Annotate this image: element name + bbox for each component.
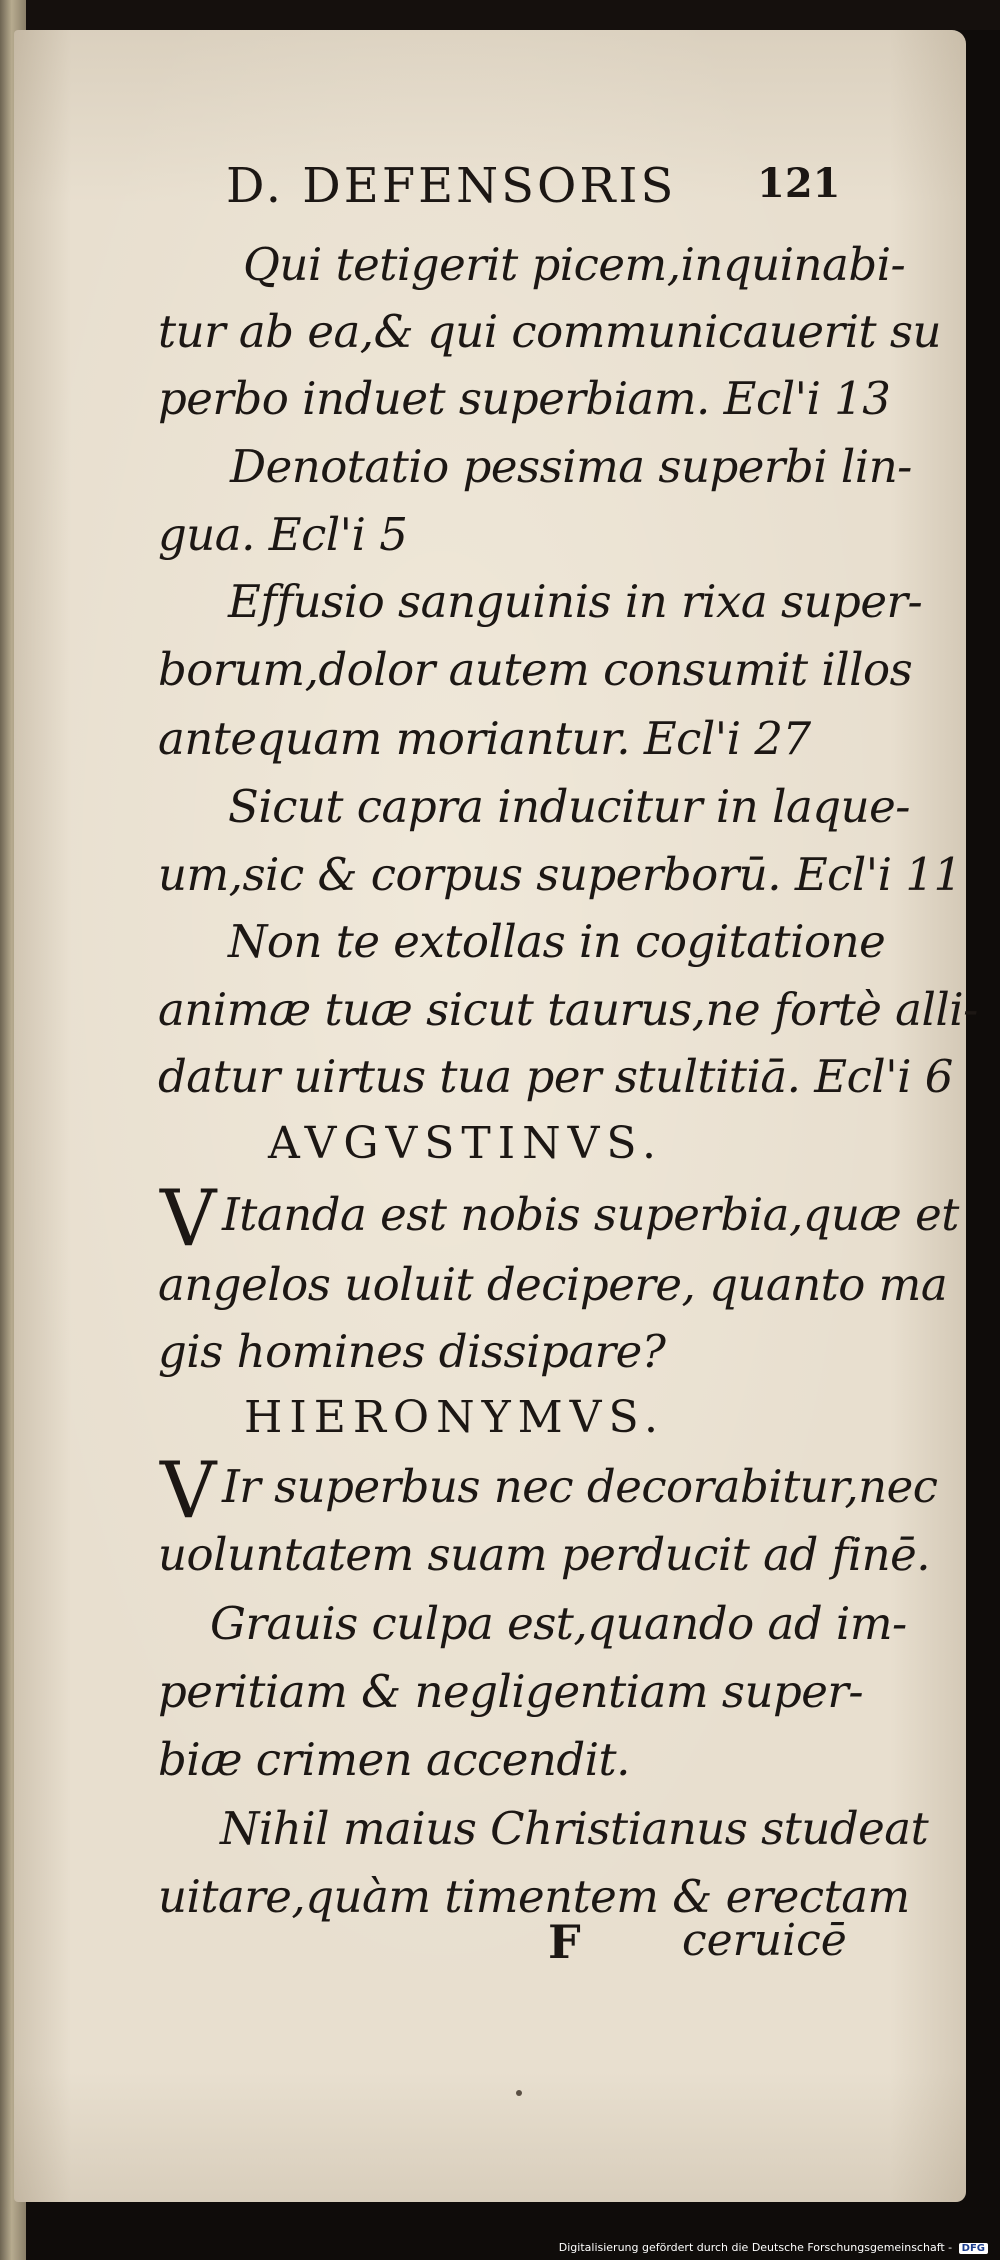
- text-line: perbo induet superbiam. Ecl'i 13: [158, 372, 891, 425]
- section-heading: AVGVSTINVS.: [268, 1118, 663, 1169]
- text-line: Itanda est nobis superbia,quæ et: [222, 1188, 959, 1241]
- text-line: Grauis culpa est,quando ad im-: [210, 1597, 907, 1650]
- text-line: uitare,quàm timentem & erectam: [158, 1870, 910, 1923]
- text-line: gis homines dissipare?: [158, 1325, 666, 1378]
- text-line: um,sic & corpus superborū. Ecl'i 11: [158, 848, 962, 901]
- signature-mark: F: [548, 1915, 581, 1969]
- text-line: biæ crimen accendit.: [158, 1733, 630, 1786]
- text-line: tur ab ea,& qui communicauerit su: [158, 305, 941, 358]
- text-line: angelos uoluit decipere, quanto ma: [158, 1258, 948, 1311]
- text-line: Denotatio pessima superbi lin-: [230, 440, 912, 493]
- text-line: peritiam & negligentiam super-: [158, 1665, 864, 1718]
- text-line: Nihil maius Christianus studeat: [220, 1802, 929, 1855]
- scan-top-background: [0, 0, 1000, 30]
- text-line: animæ tuæ sicut taurus,ne fortè alli-: [158, 983, 978, 1036]
- catchword: ceruicē: [682, 1915, 847, 1966]
- text-line: gua. Ecl'i 5: [158, 508, 408, 561]
- text-line: datur uirtus tua per stultitiā. Ecl'i 6: [158, 1050, 953, 1103]
- dfg-logo: DFG: [959, 2243, 988, 2254]
- text-line: Ir superbus nec decorabitur,nec: [222, 1460, 938, 1513]
- folio-number: 121: [757, 160, 841, 207]
- text-line: Non te extollas in cogitatione: [228, 915, 886, 968]
- drop-capital: V: [160, 1446, 217, 1536]
- text-line: Qui tetigerit picem,inquinabi-: [243, 238, 906, 291]
- text-line: borum,dolor autem consumit illos: [158, 643, 913, 696]
- paper-speck: [516, 2090, 522, 2096]
- running-head: D. DEFENSORIS: [226, 158, 677, 214]
- drop-capital: V: [160, 1174, 217, 1264]
- text-line: Effusio sanguinis in rixa super-: [228, 575, 923, 628]
- text-line: Sicut capra inducitur in laque-: [228, 780, 910, 833]
- text-line: antequam moriantur. Ecl'i 27: [158, 712, 811, 765]
- digitization-credit: [559, 2241, 988, 2254]
- text-line: uoluntatem suam perducit ad finē.: [158, 1528, 931, 1581]
- credit-text: Digitalisierung gefördert durch die Deutsche Forschungsgemeinschaft -: [558, 2241, 953, 2254]
- section-heading: HIERONYMVS.: [244, 1392, 666, 1443]
